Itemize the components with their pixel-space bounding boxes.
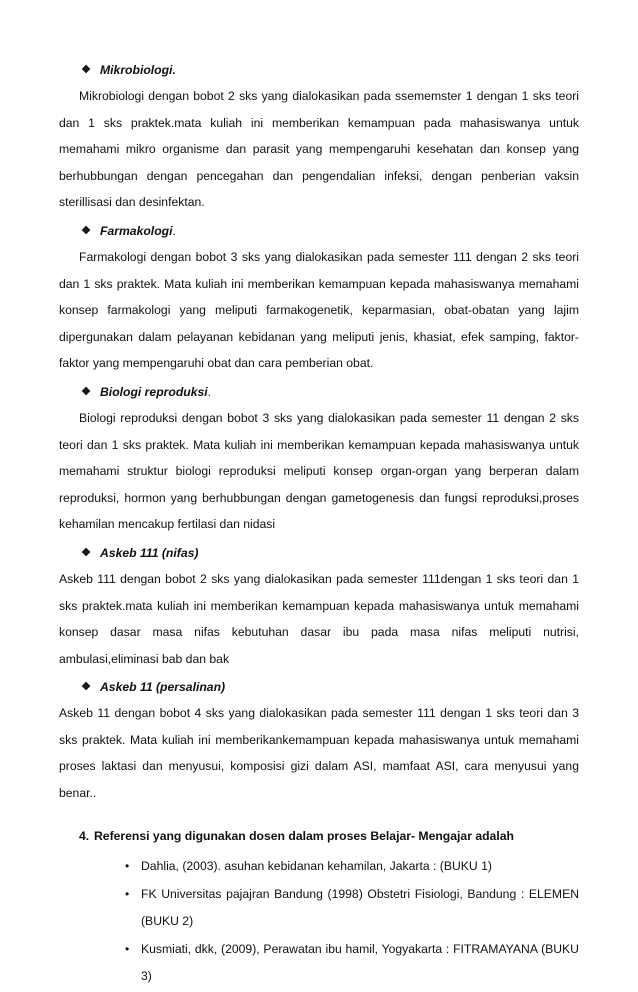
section-paragraph-mikrobiologi: Mikrobiologi dengan bobot 2 sks yang dialokasikan pada ssememster 1 dengan 1 sks teori dan 1 sks praktek.mata kuliah ini memberikan kemampuan pada mahasiswanya untuk memahami mikro organisme dan parasit yang mempengaruhi kesehatan dan konsep yang berhubbungan dengan pencegahan dan pengendalian infeksi, dengan penberian vaksin sterillisasi dan desinfektan. [59, 89, 579, 210]
section-paragraph-biologi-reproduksi: Biologi reproduksi dengan bobot 3 sks yang dialokasikan pada semester 11 dengan 2 sks teori dan 1 sks praktek. Mata kuliah ini memberikan kemampuan kepada mahasiswanya untuk memahami struktur biologi reproduksi meliputi konsep organ-organ yang berperan dalam reproduksi, hormon yang berhubbungan dengan gametogenesis dan fungsi reproduksi,proses kehamilan mencakup fertilasi dan nidasi [59, 410, 579, 532]
section-heading-biologi-reproduksi [59, 379, 579, 405]
reference-text: Dahlia, (2003). asuhan kebidanan kehamilan, Jakarta : (BUKU 1) [141, 858, 492, 873]
diamond-bullet-icon: ❖ [81, 385, 91, 398]
diamond-bullet-icon: ❖ [81, 224, 91, 237]
section-title: Biologi reproduksi [100, 384, 208, 399]
section-paragraph-askeb-persalinan: Askeb 11 dengan bobot 4 sks yang dialokasikan pada semester 111 dengan 1 sks teori dan 3 sks praktek. Mata kuliah ini memberikankemampuan kepada mahasiswanya untuk memahami proses laktasi dan menyusui, komposisi gizi dalam ASI, mamfaat ASI, cara menyusui yang benar.. [59, 706, 579, 801]
list-item [59, 881, 579, 934]
reference-text: FK Universitas pajajran Bandung (1998) Obstetri Fisiologi, Bandung : ELEMEN (BUKU 2) [141, 887, 579, 928]
references-heading [59, 823, 579, 849]
section-title-suffix: . [172, 223, 176, 238]
bullet-dot-icon: • [125, 887, 130, 902]
section-title: Askeb 11 (persalinan) [100, 680, 226, 695]
section-title-suffix: . [207, 384, 212, 399]
list-item [59, 936, 579, 989]
references-list [59, 853, 579, 990]
section-heading-askeb-persalinan [59, 674, 579, 700]
diamond-bullet-icon: ❖ [81, 681, 91, 694]
section-heading-farmakologi [59, 218, 579, 244]
document-page [59, 57, 579, 992]
reference-text: Kusmiati, dkk, (2009), Perawatan ibu hamil, Yogyakarta : FITRAMAYANA (BUKU 3) [141, 942, 579, 984]
section-title: Askeb 111 (nifas) [100, 545, 199, 560]
section-heading-askeb-nifas [59, 540, 579, 566]
section-title: Mikrobiologi. [100, 63, 176, 77]
list-item [59, 853, 579, 880]
references-number: 4. [79, 828, 90, 843]
diamond-bullet-icon: ❖ [81, 64, 91, 76]
section-paragraph-farmakologi: Farmakologi dengan bobot 3 sks yang dialokasikan pada semester 111 dengan 2 sks teori dan 1 sks praktek. Mata kuliah ini memberikan kemampuan kepada mahasiswanya memahami konsep farmakologi yang meliputi farmakogenetik, keparmasian, obat-obatan yang lajim dipergunakan dalam pelayanan kebidanan yang meliputi jenis, khasiat, efek samping, faktor-faktor yang mempengaruhi obat dan cara pemberian obat. [59, 249, 579, 371]
section-title: Farmakologi [100, 223, 173, 238]
bullet-dot-icon: • [125, 942, 130, 957]
diamond-bullet-icon: ❖ [81, 546, 91, 559]
section-heading-mikrobiologi [59, 57, 579, 83]
references-title: Referensi yang digunakan dosen dalam proses Belajar- Mengajar adalah [94, 828, 514, 843]
section-paragraph-askeb-nifas: Askeb 111 dengan bobot 2 sks yang dialokasikan pada semester 111dengan 1 sks teori dan 1 sks praktek.mata kuliah ini memberikan kemampuan kepada mahasiswanya untuk memahami konsep dasar masa nifas kebutuhan dasar ibu pada masa nifas meliputi nutrisi, ambulasi,eliminasi bab dan bak [59, 571, 579, 666]
bullet-dot-icon: • [125, 858, 130, 873]
